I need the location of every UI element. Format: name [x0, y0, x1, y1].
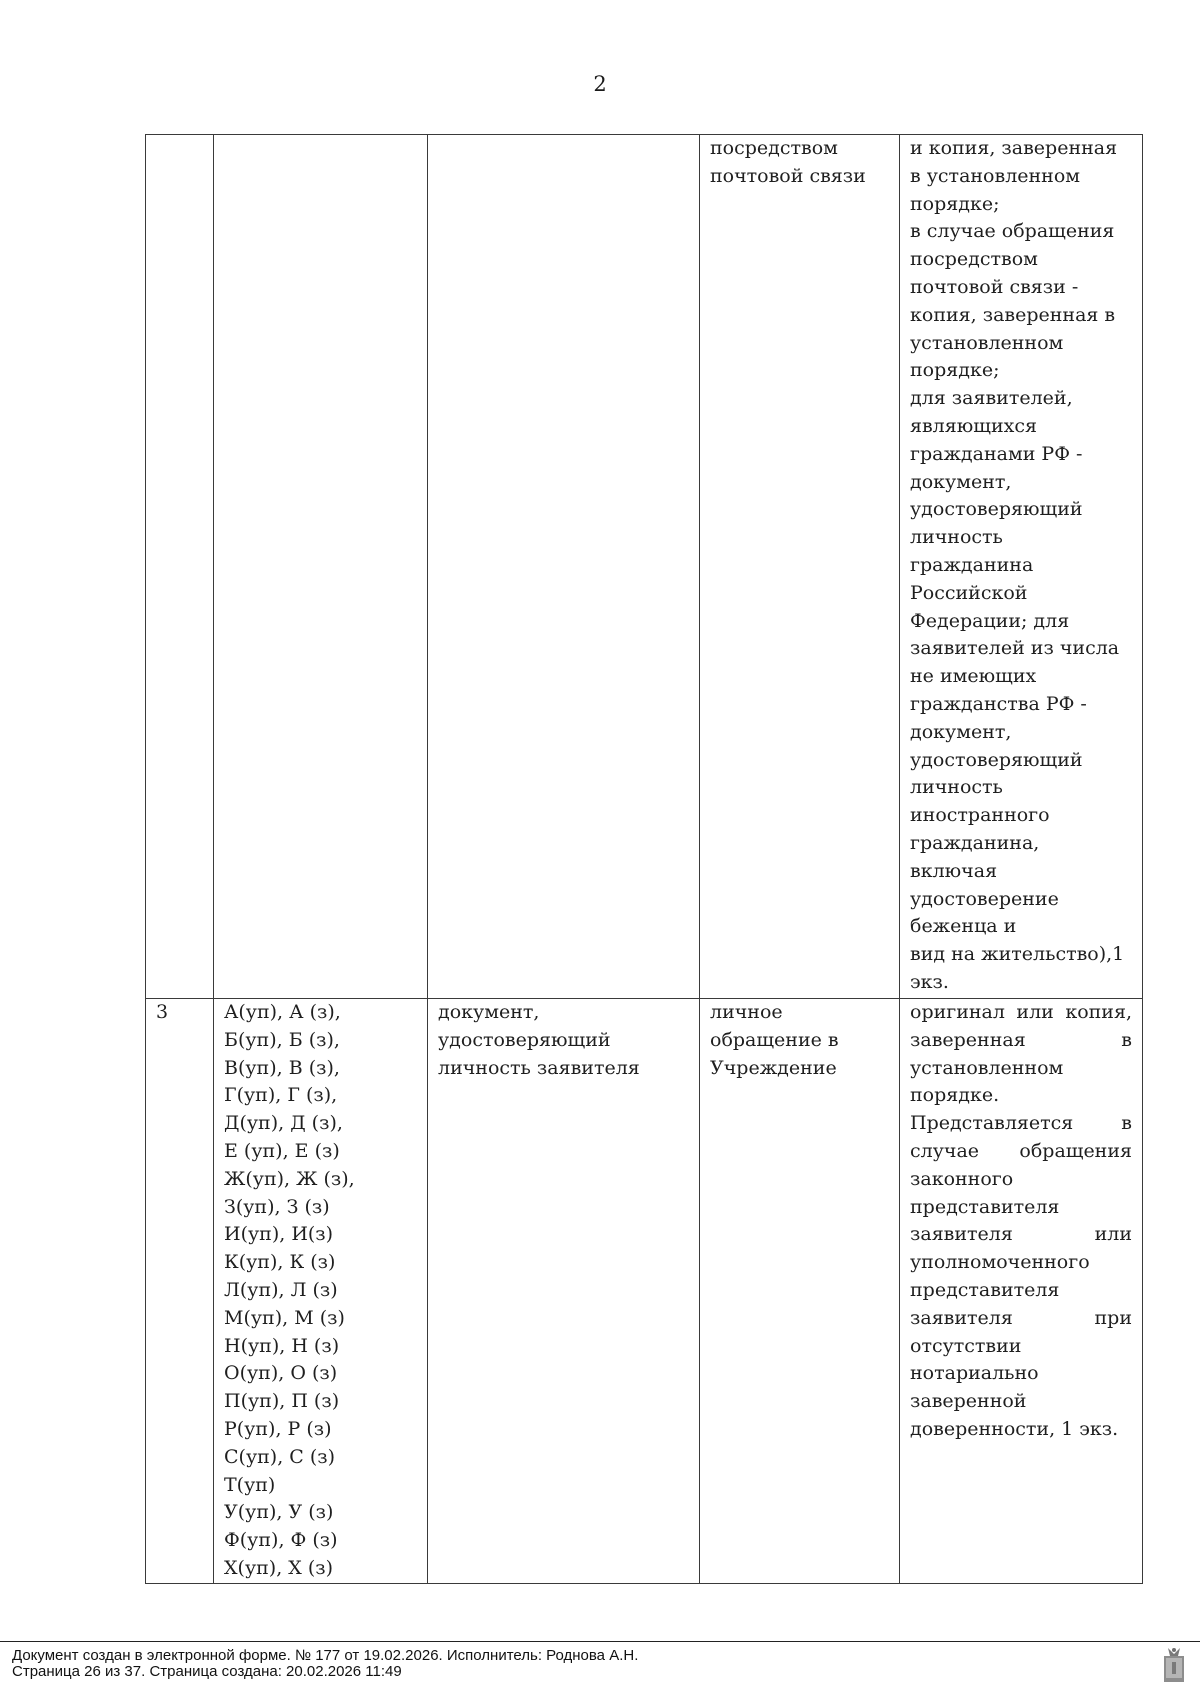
cell-text-line: Х(уп), Х (з): [224, 1556, 334, 1579]
cell-text-line: К(уп), К (з): [224, 1251, 336, 1274]
cell-text-line: Российской: [910, 581, 1028, 604]
cell-text-line: оригинал или копия,: [910, 1001, 1132, 1023]
page-number: 2: [593, 72, 607, 96]
cell-text-line: не имеющих: [910, 665, 1037, 688]
cell-text-line: почтовой связи -: [910, 275, 1079, 298]
cell-text-line: установленном: [910, 331, 1064, 354]
cell-number: [146, 135, 214, 999]
cell-text-line: гражданства РФ -: [910, 692, 1087, 715]
cell-text-line: Г(уп), Г (з),: [224, 1084, 338, 1107]
cell-text-line: гражданина,: [910, 831, 1040, 854]
cell-text-line: удостоверяющий: [910, 498, 1083, 521]
cell-text-line: документ,: [910, 470, 1012, 493]
cell-text-line: заявителя при: [910, 1306, 1132, 1329]
cell-text-line: личное: [710, 1001, 783, 1023]
cell-number: 3: [146, 999, 214, 1584]
cell-text-line: иностранного: [910, 804, 1050, 827]
coat-of-arms-icon: [1162, 1644, 1186, 1684]
cell-text-line: Е (уп), Е (з): [224, 1139, 340, 1162]
cell-text-line: П(уп), П (з): [224, 1390, 340, 1413]
table-row-continuation: [146, 135, 1143, 999]
cell-text-line: являющихся: [910, 414, 1037, 437]
cell-text-line: Р(уп), Р (з): [224, 1417, 332, 1440]
cell-text-line: порядке.: [910, 1084, 1000, 1107]
cell-text-line: вид на жительство),1: [910, 943, 1125, 966]
cell-text-line: порядке;: [910, 359, 1000, 382]
cell-text-line: Федерации; для: [910, 609, 1070, 632]
cell-text-line: личность: [910, 776, 1003, 799]
cell-text-line: заверенной: [910, 1390, 1027, 1413]
cell-text-line: личность: [910, 526, 1003, 549]
cell-text-line: В(уп), В (з),: [224, 1056, 340, 1079]
cell-document-requirements: [900, 135, 1143, 999]
cell-text-line: Т(уп): [224, 1473, 276, 1496]
footer-line-document-info: Документ создан в электронной форме. № 177 от 19.02.2026. Исполнитель: Роднова А.Н.: [12, 1647, 639, 1664]
footer-divider: [0, 1641, 1200, 1642]
cell-submission-method: [700, 135, 900, 999]
cell-text-line: удостоверяющий: [910, 748, 1083, 771]
cell-text-line: отсутствии: [910, 1334, 1022, 1357]
cell-text-line: документ,: [438, 1001, 540, 1023]
cell-text-line: заявителей из числа: [910, 637, 1120, 660]
cell-text-line: Представляется в: [910, 1112, 1132, 1135]
cell-text-line: представителя: [910, 1278, 1060, 1301]
cell-text-line: Д(уп), Д (з),: [224, 1112, 343, 1135]
cell-applicant-categories: [214, 135, 428, 999]
cell-text-line: Л(уп), Л (з): [224, 1278, 338, 1301]
cell-document-name: [428, 999, 700, 1584]
cell-text-line: копия, заверенная в: [910, 303, 1116, 326]
cell-text-line: заверенная в: [910, 1028, 1132, 1051]
table-row-3: [146, 999, 1143, 1584]
cell-text-line: порядке;: [910, 192, 1000, 215]
cell-text-line: гражданина: [910, 553, 1034, 576]
cell-text-line: У(уп), У (з): [224, 1501, 334, 1524]
document-footer: [12, 1648, 638, 1680]
cell-text-line: гражданами РФ -: [910, 442, 1083, 465]
cell-text-line: Н(уп), Н (з): [224, 1334, 340, 1357]
cell-text-line: удостоверяющий: [438, 1028, 611, 1051]
cell-text-line: личность заявителя: [438, 1056, 640, 1079]
cell-text-line: включая: [910, 859, 998, 882]
cell-text-line: И(уп), И(з): [224, 1223, 334, 1246]
cell-text-line: Учреждение: [710, 1056, 837, 1079]
cell-text-line: посредством: [710, 137, 838, 159]
cell-document-name: [428, 135, 700, 999]
cell-applicant-categories: [214, 999, 428, 1584]
cell-text-line: С(уп), С (з): [224, 1445, 336, 1468]
cell-text-line: случае обращения: [910, 1139, 1132, 1162]
cell-text-line: представителя: [910, 1195, 1060, 1218]
cell-text-line: З(уп), З (з): [224, 1195, 330, 1218]
cell-text-line: А(уп), А (з),: [224, 1001, 341, 1023]
cell-text-line: и копия, заверенная: [910, 137, 1118, 159]
cell-text-line: в установленном: [910, 164, 1081, 187]
cell-text-line: Б(уп), Б (з),: [224, 1028, 340, 1051]
cell-text-line: заявителя или: [910, 1223, 1132, 1246]
cell-document-requirements: [900, 999, 1143, 1584]
cell-text-line: О(уп), О (з): [224, 1362, 338, 1385]
cell-text-line: почтовой связи: [710, 164, 866, 187]
cell-text-line: законного: [910, 1167, 1014, 1190]
cell-text-line: посредством: [910, 248, 1038, 271]
cell-text-line: уполномоченного: [910, 1251, 1090, 1274]
cell-text-line: для заявителей,: [910, 387, 1073, 410]
cell-text-line: обращение в: [710, 1028, 839, 1051]
cell-submission-method: [700, 999, 900, 1584]
cell-text-line: нотариально: [910, 1362, 1039, 1385]
cell-text-line: беженца и: [910, 915, 1017, 938]
cell-text-line: М(уп), М (з): [224, 1306, 345, 1329]
cell-text-line: документ,: [910, 720, 1012, 743]
footer-line-page-info: Страница 26 из 37. Страница создана: 20.02.2026 11:49: [12, 1663, 402, 1680]
documents-table: [145, 134, 1143, 1584]
cell-text-line: Ж(уп), Ж (з),: [224, 1167, 355, 1190]
cell-text-line: в случае обращения: [910, 220, 1115, 243]
cell-text-line: удостоверение: [910, 887, 1059, 910]
cell-text-line: экз.: [910, 970, 949, 993]
cell-text-line: Ф(уп), Ф (з): [224, 1529, 338, 1552]
cell-text-line: установленном: [910, 1056, 1064, 1079]
cell-text-line: доверенности, 1 экз.: [910, 1417, 1119, 1440]
